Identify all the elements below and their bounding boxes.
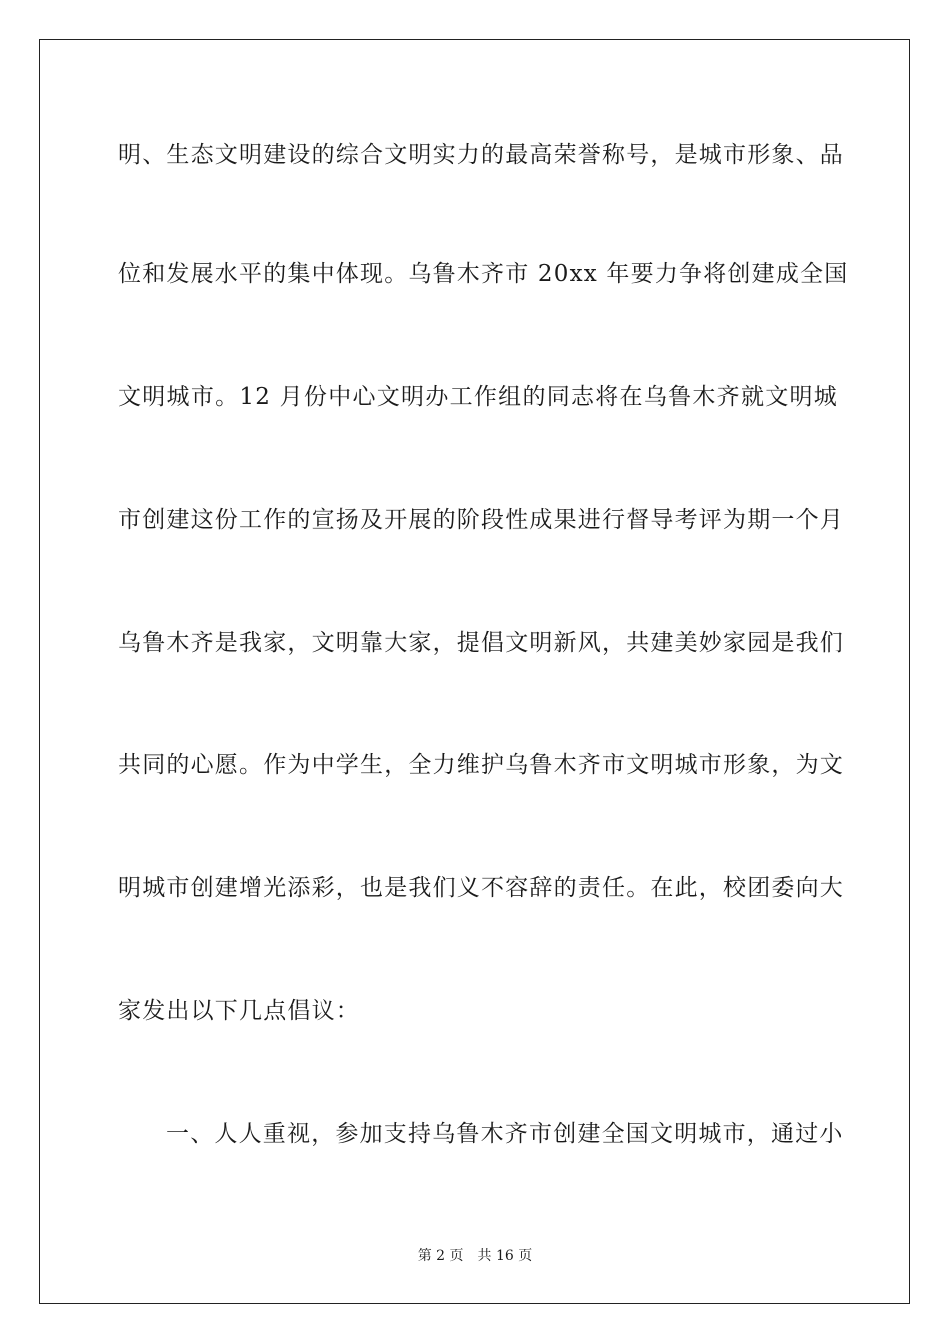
page-border — [39, 39, 910, 1304]
paragraph-line-1: 明、生态文明建设的综合文明实力的最高荣誉称号，是城市形象、品 — [118, 142, 844, 168]
paragraph-line-6: 共同的心愿。作为中学生，全力维护乌鲁木齐市文明城市形象，为文 — [118, 752, 844, 778]
page-total: 共 16 页 — [477, 1248, 533, 1264]
paragraph-line-7: 明城市创建增光添彩，也是我们义不容辞的责任。在此，校团委向大 — [118, 875, 844, 901]
paragraph-line-2: 位和发展水平的集中体现。乌鲁木齐市 20xx 年要力争将创建成全国 — [118, 261, 849, 287]
paragraph-line-4: 市创建这份工作的宣扬及开展的阶段性成果进行督导考评为期一个月 — [118, 507, 844, 533]
page-footer — [0, 1247, 950, 1265]
paragraph-line-9: 一、人人重视，参加支持乌鲁木齐市创建全国文明城市，通过小 — [166, 1121, 844, 1147]
page-number: 第 2 页 — [417, 1248, 464, 1264]
paragraph-line-3: 文明城市。12 月份中心文明办工作组的同志将在乌鲁木齐就文明城 — [118, 384, 838, 410]
paragraph-line-8: 家发出以下几点倡议： — [118, 998, 360, 1024]
paragraph-line-5: 乌鲁木齐是我家，文明靠大家，提倡文明新风，共建美妙家园是我们 — [118, 630, 844, 656]
